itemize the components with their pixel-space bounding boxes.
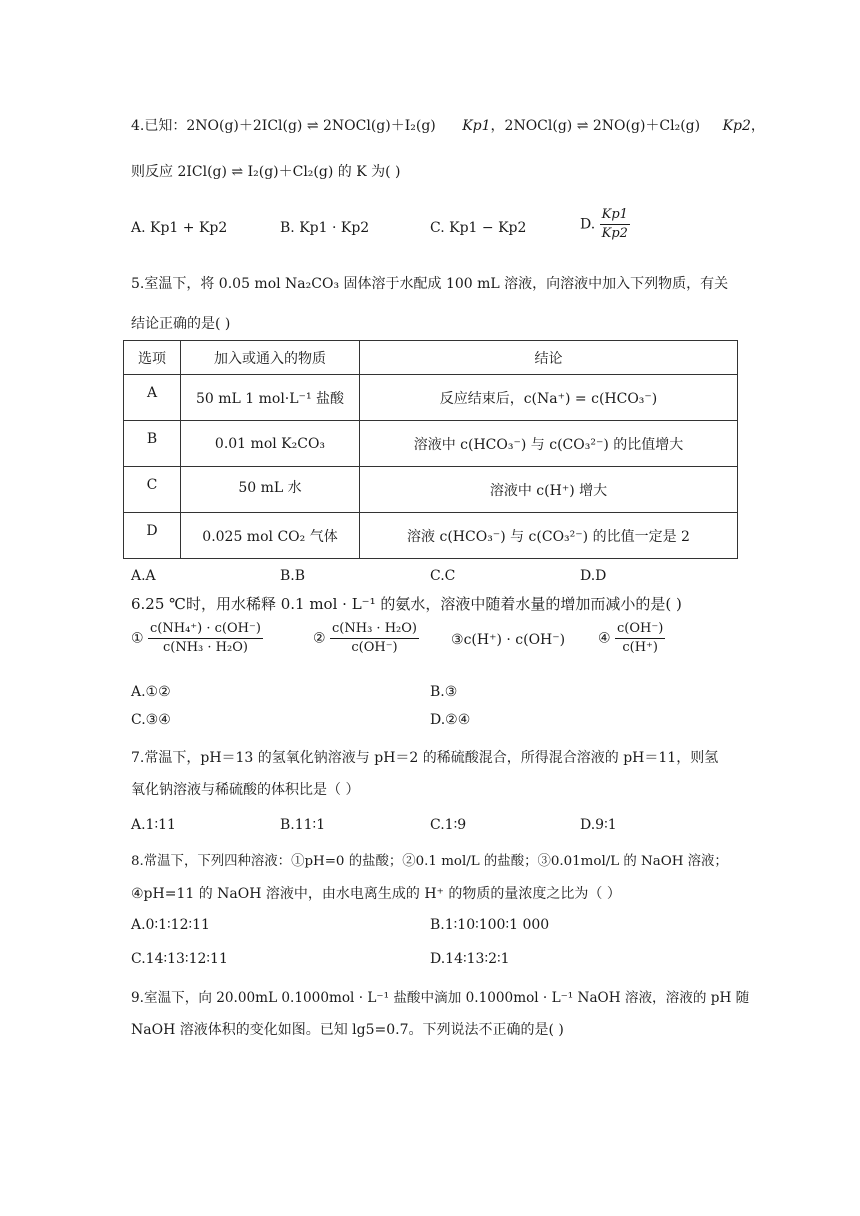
q4-line1: 4.已知：2NO(g)＋2ICl(g) ⇌ 2NOCl(g)＋I₂(g) Kp1，2NOCl(g) ⇌ 2NO(g)＋Cl₂(g) Kp2， [131,118,765,134]
q6-item-4-fraction: $\frac{c(OH^-)}{c(H^+)}$ [617,621,664,655]
table-cell: 反应结束后，c(Na⁺) = c(HCO₃⁻) [360,375,738,421]
table-cell: C [124,467,181,513]
table-header: 结论 [360,341,738,375]
q6-item-1: ① $\frac{\text{c(NH₄⁺) · c(OH⁻)}}{\text{c(NH₃ · H₂O)}}$ [131,621,261,655]
q5-line1: 5.室温下，将 0.05 mol Na₂CO₃ 固体溶于水配成 100 mL 溶液，向溶液中加入下列物质，有关 [131,276,729,292]
q5-option-d: D.D [580,568,607,584]
q8-option-d: D.14∶13∶2∶1 [430,951,510,967]
q6-item-2: ② $\frac{\text{c(NH₃ · H₂O)}}{c(OH^-)}$ [313,621,417,655]
q5-table [123,340,738,559]
q6-option-b: B.③ [430,684,458,700]
table-cell: B [124,421,181,467]
table-cell: A [124,375,181,421]
table-row [124,467,738,513]
q7-option-d: D.9∶1 [580,817,617,833]
q8-option-a: A.0∶1∶12∶11 [131,917,210,933]
q8-line1: 8.常温下，下列四种溶液：①pH=0 的盐酸；②0.1 mol/L 的盐酸；③0.01mol/L 的 NaOH 溶液； [131,854,728,869]
q6-item-4: ④ $\frac{c(OH^-)}{c(H^+)}$ [598,621,664,655]
q6-item-3: ③c(H⁺) · c(OH⁻) [451,632,566,648]
q4-option-d-fraction: $\frac{Kp1}{Kp2}$ [601,207,628,241]
table-cell: 0.01 mol K₂CO₃ [181,421,360,467]
q6-line1: 6.25 ℃时，用水稀释 0.1 mol · L⁻¹ 的氨水，溶液中随着水量的增加而减小的是( ) [131,595,682,613]
q4-k2: Kp2 [722,118,751,134]
q9-line2: NaOH 溶液体积的变化如图。已知 lg5=0.7。下列说法不正确的是( ) [131,1022,564,1038]
q4-option-d: D. $\frac{Kp1}{Kp2}$ [580,207,628,241]
q4-option-b: B. Kp1 · Kp2 [280,220,370,236]
table-cell: 0.025 mol CO₂ 气体 [181,513,360,559]
q7-option-c: C.1∶9 [430,817,467,833]
table-row [124,421,738,467]
q8-line2: ④pH=11 的 NaOH 溶液中，由水电离生成的 H⁺ 的物质的量浓度之比为（ ） [131,886,621,902]
q4-option-c: C. Kp1 − Kp2 [430,220,527,236]
q5-line2: 结论正确的是( ) [131,316,231,332]
q6-option-d: D.②④ [430,712,471,728]
table-cell: 溶液中 c(H⁺) 增大 [360,467,738,513]
q7-line2: 氧化钠溶液与稀硫酸的体积比是（ ） [131,782,360,798]
q7-option-b: B.11∶1 [280,817,326,833]
q6-option-c: C.③④ [131,712,171,728]
q5-option-a: A.A [131,568,156,584]
q4-k1: Kp1 [462,118,491,134]
q4-equation-1: 2NO(g)＋2ICl(g) ⇌ 2NOCl(g)＋I₂(g) [186,118,436,134]
table-cell: 溶液中 c(HCO₃⁻) 与 c(CO₃²⁻) 的比值增大 [360,421,738,467]
q5-option-b: B.B [280,568,306,584]
q7-option-a: A.1∶11 [131,817,176,833]
table-row [124,375,738,421]
table-header: 选项 [124,341,181,375]
q9-line1: 9.室温下，向 20.00mL 0.1000mol · L⁻¹ 盐酸中滴加 0.1000mol · L⁻¹ NaOH 溶液，溶液的 pH 随 [131,990,750,1006]
q4-line2: 则反应 2ICl(g) ⇌ I₂(g)＋Cl₂(g) 的 K 为( ) [131,164,401,180]
table-cell: 50 mL 水 [181,467,360,513]
table-cell: 50 mL 1 mol·L⁻¹ 盐酸 [181,375,360,421]
q6-item-1-fraction: $\frac{\text{c(NH₄⁺) · c(OH⁻)}}{\text{c(NH₃ · H₂O)}}$ [150,621,261,655]
q5-option-c: C.C [430,568,456,584]
q8-option-c: C.14∶13∶12∶11 [131,951,228,967]
q4-equation-2: 2NOCl(g) ⇌ 2NO(g)＋Cl₂(g) [504,118,701,134]
table-cell: 溶液 c(HCO₃⁻) 与 c(CO₃²⁻) 的比值一定是 2 [360,513,738,559]
table-header: 加入或通入的物质 [181,341,360,375]
table-header-row [124,341,738,375]
q6-option-a: A.①② [131,684,171,700]
q7-line1: 7.常温下，pH＝13 的氢氧化钠溶液与 pH＝2 的稀硫酸混合，所得混合溶液的 pH＝11，则氢 [131,750,719,766]
q8-option-b: B.1∶10∶100∶1 000 [430,917,550,933]
q4-prefix: 4.已知： [131,118,187,134]
table-cell: D [124,513,181,559]
table-row [124,513,738,559]
q6-item-2-fraction: $\frac{\text{c(NH₃ · H₂O)}}{c(OH^-)}$ [332,621,417,655]
q4-option-a: A. Kp1 + Kp2 [131,220,228,236]
